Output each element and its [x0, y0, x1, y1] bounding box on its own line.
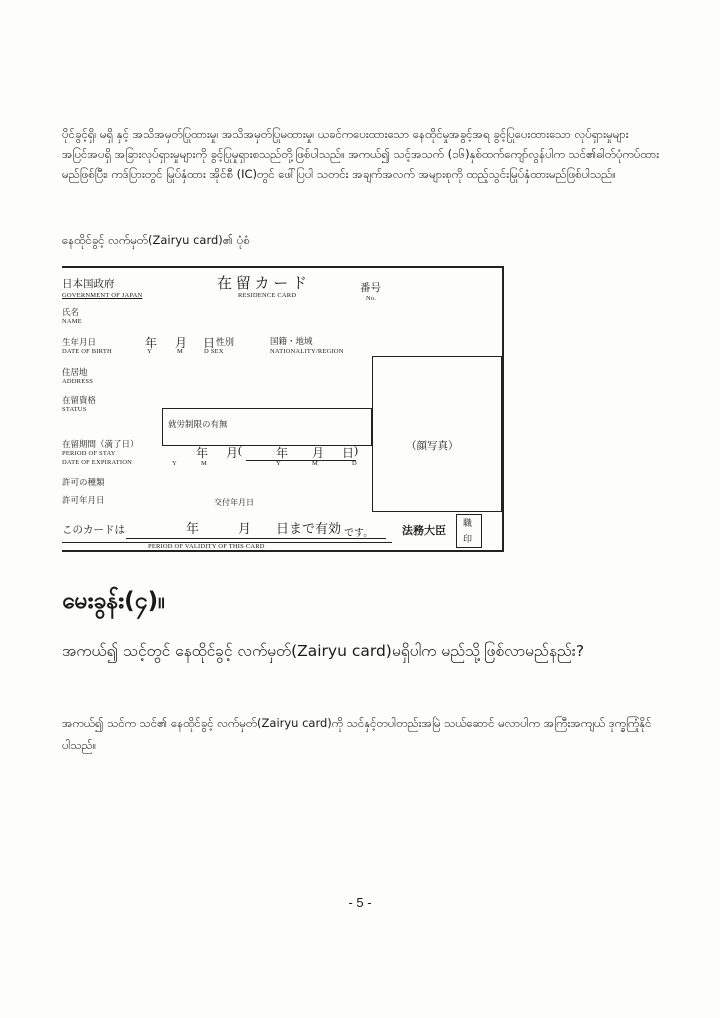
card-top-border	[62, 266, 502, 268]
answer-text: အကယ်၍ သင်က သင်၏ နေထိုင်ခွင့် လက်မှတ်(Zairyu card)ကို သင်နှင့်တပါတည်းအမြဲ သယ်ဆောင် မလာပါက အကြီးအကျယ် ဒုက္ခကြုံနိုင်ပါသည်။	[62, 716, 652, 752]
period-y-en: Y	[172, 460, 177, 467]
issue-date-jp: 交付年月日	[214, 498, 254, 507]
period-jp: 在留期間（満了日）	[62, 439, 139, 449]
permit-type-jp: 許可の種類	[62, 477, 105, 487]
photo-label: （顔写真）	[406, 441, 459, 452]
intro-paragraph: ပိုင်ခွင့်ရှိ၊ မရှိ နှင့် အသိအမှတ်ပြုထားမှု၊ အသိအမှတ်ပြုမထားမှု၊ ယခင်ကပေးထားသော နေထိုင်မှုအခွင့်အရ ခွင့်ပြုပေးထားသော လုပ်ရှားမှုများအပြင်အပရှိ အခြားလုပ်ရှားမှုများကို ခွင့်ပြုမှုရှားစသည်တို့ဖြစ်ပါသည်။ အကယ်၍ သင့်အသက် (၁၆)နှစ်ထက်ကျော်လွန်ပါက သင်၏ဓါတ်ပုံကပ်ထားမည်ဖြစ်ပြီး၊ ကဒ်ပြားတွင် မြုပ်နှံထား အိုင်စီ (IC)တွင် ဖေါ်ပြပါ သတင်း အချက်အလက် အများစုကို ထည့်သွင်းမြုပ်နှံထားမည်ဖြစ်ပါသည်။	[62, 127, 660, 181]
name-en: NAME	[62, 318, 82, 325]
work-restriction-jp: 就労制限の有無	[168, 419, 228, 429]
period-year-jp: 年	[196, 446, 209, 460]
dob-m-en: M	[177, 348, 183, 355]
status-en: STATUS	[62, 406, 87, 413]
question-heading: မေးခွန်း(၄)။	[62, 588, 166, 614]
card-number-en: No.	[366, 295, 377, 302]
minister-label: 法務大臣	[402, 525, 446, 537]
gov-en: GOVERNMENT OF JAPAN	[62, 292, 143, 299]
card-caption: နေထိုင်ခွင့် လက်မှတ်(Zairyu card)၏ ပုံစံ	[62, 233, 250, 247]
period-close-paren: )	[354, 443, 358, 457]
dob-day-jp: 日	[203, 336, 216, 350]
dob-year-jp: 年	[145, 336, 158, 350]
period-exp-month-jp: 月	[312, 446, 325, 460]
seal-char-1: 職	[463, 518, 473, 528]
nationality-jp: 国籍・地域	[270, 336, 313, 346]
address-jp: 住居地	[62, 367, 88, 377]
period-exp-d-en: D	[352, 460, 357, 467]
permit-date-jp: 許可年月日	[62, 495, 105, 505]
dob-month-jp: 月	[175, 336, 188, 350]
period-month-jp: 月	[226, 446, 239, 460]
photo-box	[372, 356, 502, 512]
card-right-border	[502, 266, 504, 552]
validity-month: 月	[238, 521, 252, 536]
validity-desu: です。	[344, 528, 374, 539]
question-text: အကယ်၍ သင့်တွင် နေထိုင်ခွင့် လက်မှတ်(Zairyu card)မရှိပါက မည်သို့ဖြစ်လာမည်နည်း?	[62, 642, 585, 660]
name-jp: 氏名	[62, 307, 80, 317]
sex-jp: 性別	[216, 337, 235, 347]
status-jp: 在留資格	[62, 395, 97, 405]
period-date-underline	[246, 460, 356, 461]
address-en: ADDRESS	[62, 378, 94, 385]
dob-y-en: Y	[147, 348, 152, 355]
period-exp-y-en: Y	[276, 460, 281, 467]
card-number-jp: 番号	[360, 283, 381, 294]
nationality-en: NATIONALITY/REGION	[270, 348, 344, 355]
card-title-en: RESIDENCE CARD	[238, 292, 297, 299]
seal-char-2: 印	[463, 534, 473, 544]
period-en-1: PERIOD OF STAY	[62, 450, 116, 457]
period-exp-m-en: M	[312, 460, 318, 467]
gov-jp: 日本国政府	[62, 279, 115, 290]
card-title-jp: 在 留 カ ー ド	[217, 276, 308, 292]
card-bottom-border	[62, 550, 504, 552]
dob-en: DATE OF BIRTH	[62, 348, 112, 355]
dob-jp: 生年月日	[62, 337, 97, 347]
residence-card-sample	[62, 262, 504, 552]
period-open-paren: (	[238, 443, 242, 457]
validity-year: 年	[186, 521, 200, 536]
validity-en: PERIOD OF VALIDITY OF THIS CARD	[148, 543, 265, 550]
period-m-en: M	[201, 460, 207, 467]
period-exp-day-jp: 日	[342, 446, 355, 460]
dob-d-sex-en: D SEX	[204, 348, 224, 355]
validity-prefix: このカードは	[62, 525, 125, 536]
validity-until: 日まで有効	[276, 521, 342, 536]
period-en-2: DATE OF EXPIRATION	[62, 459, 133, 466]
page-number: - 5 -	[348, 895, 372, 910]
period-exp-year-jp: 年	[276, 446, 289, 460]
